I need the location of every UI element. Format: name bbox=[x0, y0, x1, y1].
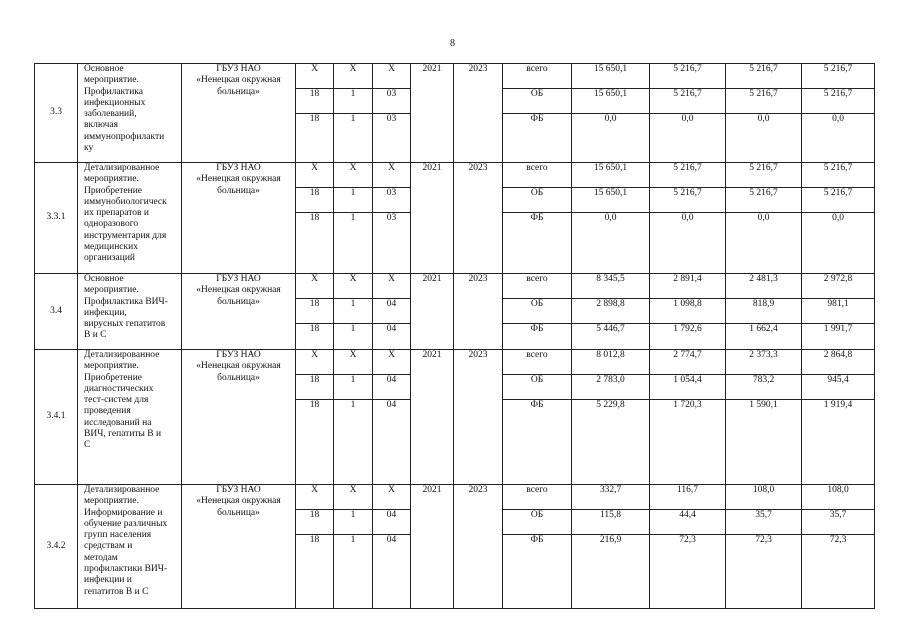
item-number: 3.4.1 bbox=[35, 350, 78, 485]
funding-source: ФБ bbox=[503, 114, 572, 163]
total-amount: 0,0 bbox=[572, 114, 650, 163]
item-number: 3.3 bbox=[35, 64, 78, 163]
item-description-text: Детализированное мероприятие. Приобретение диагностических тест-систем для проведения исследований на ВИЧ, гепатиты В и С bbox=[84, 350, 162, 451]
year-2-amount: 5 216,7 bbox=[726, 89, 802, 114]
code-subprogram: 03 bbox=[373, 114, 411, 163]
responsible-organization bbox=[182, 485, 296, 609]
year-2-amount: 5 216,7 bbox=[726, 188, 802, 213]
item-number: 3.4 bbox=[35, 274, 78, 350]
funding-source: всего bbox=[503, 274, 572, 299]
table-row bbox=[35, 64, 875, 89]
responsible-organization bbox=[182, 350, 296, 485]
year-3-amount: 2 864,8 bbox=[802, 350, 875, 375]
code-program: 1 bbox=[334, 89, 373, 114]
code-ministry: Х bbox=[296, 274, 334, 299]
code-ministry: 18 bbox=[296, 114, 334, 163]
year-2-amount: 5 216,7 bbox=[726, 163, 802, 188]
total-amount: 8 345,5 bbox=[572, 274, 650, 299]
item-number: 3.4.2 bbox=[35, 485, 78, 609]
year-3-amount: 5 216,7 bbox=[802, 89, 875, 114]
code-subprogram: Х bbox=[373, 485, 411, 510]
total-amount: 15 650,1 bbox=[572, 188, 650, 213]
item-description-text: Основное мероприятие. Профилактика ВИЧ- инфекции, вирусных гепатитов В и С bbox=[84, 274, 168, 341]
code-ministry: 18 bbox=[296, 299, 334, 324]
year-2-amount: 72,3 bbox=[726, 535, 802, 609]
code-program: 1 bbox=[334, 188, 373, 213]
code-program: Х bbox=[334, 350, 373, 375]
end-year: 2023 bbox=[454, 485, 503, 609]
year-3-amount: 2 972,8 bbox=[802, 274, 875, 299]
year-3-amount: 0,0 bbox=[802, 213, 875, 274]
code-subprogram: 04 bbox=[373, 400, 411, 485]
funding-source: всего bbox=[503, 350, 572, 375]
end-year: 2023 bbox=[454, 274, 503, 350]
year-1-amount: 5 216,7 bbox=[650, 89, 726, 114]
funding-source: ОБ bbox=[503, 299, 572, 324]
funding-source: всего bbox=[503, 163, 572, 188]
item-description bbox=[78, 350, 182, 485]
year-3-amount: 5 216,7 bbox=[802, 64, 875, 89]
year-1-amount: 0,0 bbox=[650, 114, 726, 163]
year-3-amount: 945,4 bbox=[802, 375, 875, 400]
code-subprogram: Х bbox=[373, 274, 411, 299]
code-program: 1 bbox=[334, 535, 373, 609]
year-1-amount: 5 216,7 bbox=[650, 188, 726, 213]
year-1-amount: 0,0 bbox=[650, 213, 726, 274]
code-ministry: 18 bbox=[296, 324, 334, 350]
year-3-amount: 72,3 bbox=[802, 535, 875, 609]
responsible-organization-text: ГБУЗ НАО «Ненецкая окружная больница» bbox=[196, 163, 281, 196]
year-3-amount: 5 216,7 bbox=[802, 163, 875, 188]
funding-source: ФБ bbox=[503, 324, 572, 350]
year-3-amount: 0,0 bbox=[802, 114, 875, 163]
table-row bbox=[35, 485, 875, 510]
year-3-amount: 981,1 bbox=[802, 299, 875, 324]
code-subprogram: 04 bbox=[373, 299, 411, 324]
total-amount: 15 650,1 bbox=[572, 163, 650, 188]
responsible-organization bbox=[182, 274, 296, 350]
start-year: 2021 bbox=[411, 485, 454, 609]
code-program: 1 bbox=[334, 510, 373, 535]
total-amount: 115,8 bbox=[572, 510, 650, 535]
year-2-amount: 35,7 bbox=[726, 510, 802, 535]
year-2-amount: 818,9 bbox=[726, 299, 802, 324]
code-program: Х bbox=[334, 485, 373, 510]
code-ministry: Х bbox=[296, 485, 334, 510]
code-subprogram: 03 bbox=[373, 188, 411, 213]
start-year: 2021 bbox=[411, 163, 454, 274]
funding-source: ОБ bbox=[503, 89, 572, 114]
code-ministry: Х bbox=[296, 163, 334, 188]
funding-source: всего bbox=[503, 64, 572, 89]
year-2-amount: 5 216,7 bbox=[726, 64, 802, 89]
program-budget-table bbox=[34, 63, 875, 609]
code-ministry: 18 bbox=[296, 188, 334, 213]
end-year: 2023 bbox=[454, 64, 503, 163]
total-amount: 5 446,7 bbox=[572, 324, 650, 350]
code-program: 1 bbox=[334, 324, 373, 350]
year-1-amount: 5 216,7 bbox=[650, 64, 726, 89]
code-ministry: 18 bbox=[296, 535, 334, 609]
year-1-amount: 2 891,4 bbox=[650, 274, 726, 299]
year-1-amount: 44,4 bbox=[650, 510, 726, 535]
year-2-amount: 0,0 bbox=[726, 114, 802, 163]
item-description bbox=[78, 64, 182, 163]
responsible-organization-text: ГБУЗ НАО «Ненецкая окружная больница» bbox=[196, 485, 281, 518]
table-row bbox=[35, 274, 875, 299]
code-program: 1 bbox=[334, 114, 373, 163]
year-3-amount: 1 919,4 bbox=[802, 400, 875, 485]
start-year: 2021 bbox=[411, 274, 454, 350]
code-ministry: 18 bbox=[296, 375, 334, 400]
code-program: 1 bbox=[334, 375, 373, 400]
year-2-amount: 2 481,3 bbox=[726, 274, 802, 299]
code-ministry: 18 bbox=[296, 400, 334, 485]
funding-source: ОБ bbox=[503, 375, 572, 400]
code-ministry: Х bbox=[296, 350, 334, 375]
item-description-text: Детализированное мероприятие. Приобретение иммунобиологическ их препаратов и одноразового инструментария для медицинских организаций bbox=[84, 163, 167, 264]
code-subprogram: 04 bbox=[373, 535, 411, 609]
year-3-amount: 35,7 bbox=[802, 510, 875, 535]
year-1-amount: 1 792,6 bbox=[650, 324, 726, 350]
code-ministry: Х bbox=[296, 64, 334, 89]
responsible-organization-text: ГБУЗ НАО «Ненецкая окружная больница» bbox=[196, 350, 281, 383]
code-ministry: 18 bbox=[296, 510, 334, 535]
code-subprogram: 03 bbox=[373, 89, 411, 114]
total-amount: 8 012,8 bbox=[572, 350, 650, 375]
funding-source: ОБ bbox=[503, 188, 572, 213]
table-row bbox=[35, 350, 875, 375]
code-subprogram: Х bbox=[373, 64, 411, 89]
start-year: 2021 bbox=[411, 350, 454, 485]
year-3-amount: 1 991,7 bbox=[802, 324, 875, 350]
year-3-amount: 108,0 bbox=[802, 485, 875, 510]
total-amount: 5 229,8 bbox=[572, 400, 650, 485]
code-subprogram: 04 bbox=[373, 510, 411, 535]
code-program: 1 bbox=[334, 213, 373, 274]
code-subprogram: 03 bbox=[373, 213, 411, 274]
item-number: 3.3.1 bbox=[35, 163, 78, 274]
responsible-organization-text: ГБУЗ НАО «Ненецкая окружная больница» bbox=[196, 274, 281, 307]
total-amount: 332,7 bbox=[572, 485, 650, 510]
code-program: 1 bbox=[334, 400, 373, 485]
total-amount: 2 783,0 bbox=[572, 375, 650, 400]
code-program: Х bbox=[334, 64, 373, 89]
total-amount: 216,9 bbox=[572, 535, 650, 609]
year-3-amount: 5 216,7 bbox=[802, 188, 875, 213]
year-2-amount: 1 590,1 bbox=[726, 400, 802, 485]
code-program: Х bbox=[334, 274, 373, 299]
code-program: Х bbox=[334, 163, 373, 188]
year-1-amount: 2 774,7 bbox=[650, 350, 726, 375]
year-2-amount: 2 373,3 bbox=[726, 350, 802, 375]
year-1-amount: 72,3 bbox=[650, 535, 726, 609]
item-description bbox=[78, 485, 182, 609]
total-amount: 2 898,8 bbox=[572, 299, 650, 324]
item-description bbox=[78, 274, 182, 350]
item-description-text: Детализированное мероприятие. Информирование и обучение различных групп населения средствам и методам профилактики ВИЧ- инфекции и гепатитов В и С bbox=[84, 485, 168, 597]
total-amount: 15 650,1 bbox=[572, 89, 650, 114]
responsible-organization bbox=[182, 64, 296, 163]
code-ministry: 18 bbox=[296, 213, 334, 274]
table-row bbox=[35, 163, 875, 188]
year-1-amount: 5 216,7 bbox=[650, 163, 726, 188]
funding-source: ФБ bbox=[503, 213, 572, 274]
funding-source: ФБ bbox=[503, 400, 572, 485]
code-subprogram: 04 bbox=[373, 375, 411, 400]
item-description bbox=[78, 163, 182, 274]
code-ministry: 18 bbox=[296, 89, 334, 114]
year-1-amount: 116,7 bbox=[650, 485, 726, 510]
year-1-amount: 1 098,8 bbox=[650, 299, 726, 324]
year-2-amount: 0,0 bbox=[726, 213, 802, 274]
code-subprogram: 04 bbox=[373, 324, 411, 350]
year-1-amount: 1 720,3 bbox=[650, 400, 726, 485]
year-2-amount: 1 662,4 bbox=[726, 324, 802, 350]
code-subprogram: Х bbox=[373, 350, 411, 375]
total-amount: 0,0 bbox=[572, 213, 650, 274]
responsible-organization-text: ГБУЗ НАО «Ненецкая окружная больница» bbox=[196, 64, 281, 97]
total-amount: 15 650,1 bbox=[572, 64, 650, 89]
start-year: 2021 bbox=[411, 64, 454, 163]
code-subprogram: Х bbox=[373, 163, 411, 188]
funding-source: ОБ bbox=[503, 510, 572, 535]
code-program: 1 bbox=[334, 299, 373, 324]
end-year: 2023 bbox=[454, 350, 503, 485]
item-description-text: Основное мероприятие. Профилактика инфекционных заболеваний, включая иммунопрофилакти ку bbox=[84, 64, 165, 154]
funding-source: ФБ bbox=[503, 535, 572, 609]
funding-source: всего bbox=[503, 485, 572, 510]
end-year: 2023 bbox=[454, 163, 503, 274]
year-2-amount: 108,0 bbox=[726, 485, 802, 510]
year-2-amount: 783,2 bbox=[726, 375, 802, 400]
page-number: 8 bbox=[450, 38, 455, 49]
responsible-organization bbox=[182, 163, 296, 274]
year-1-amount: 1 054,4 bbox=[650, 375, 726, 400]
